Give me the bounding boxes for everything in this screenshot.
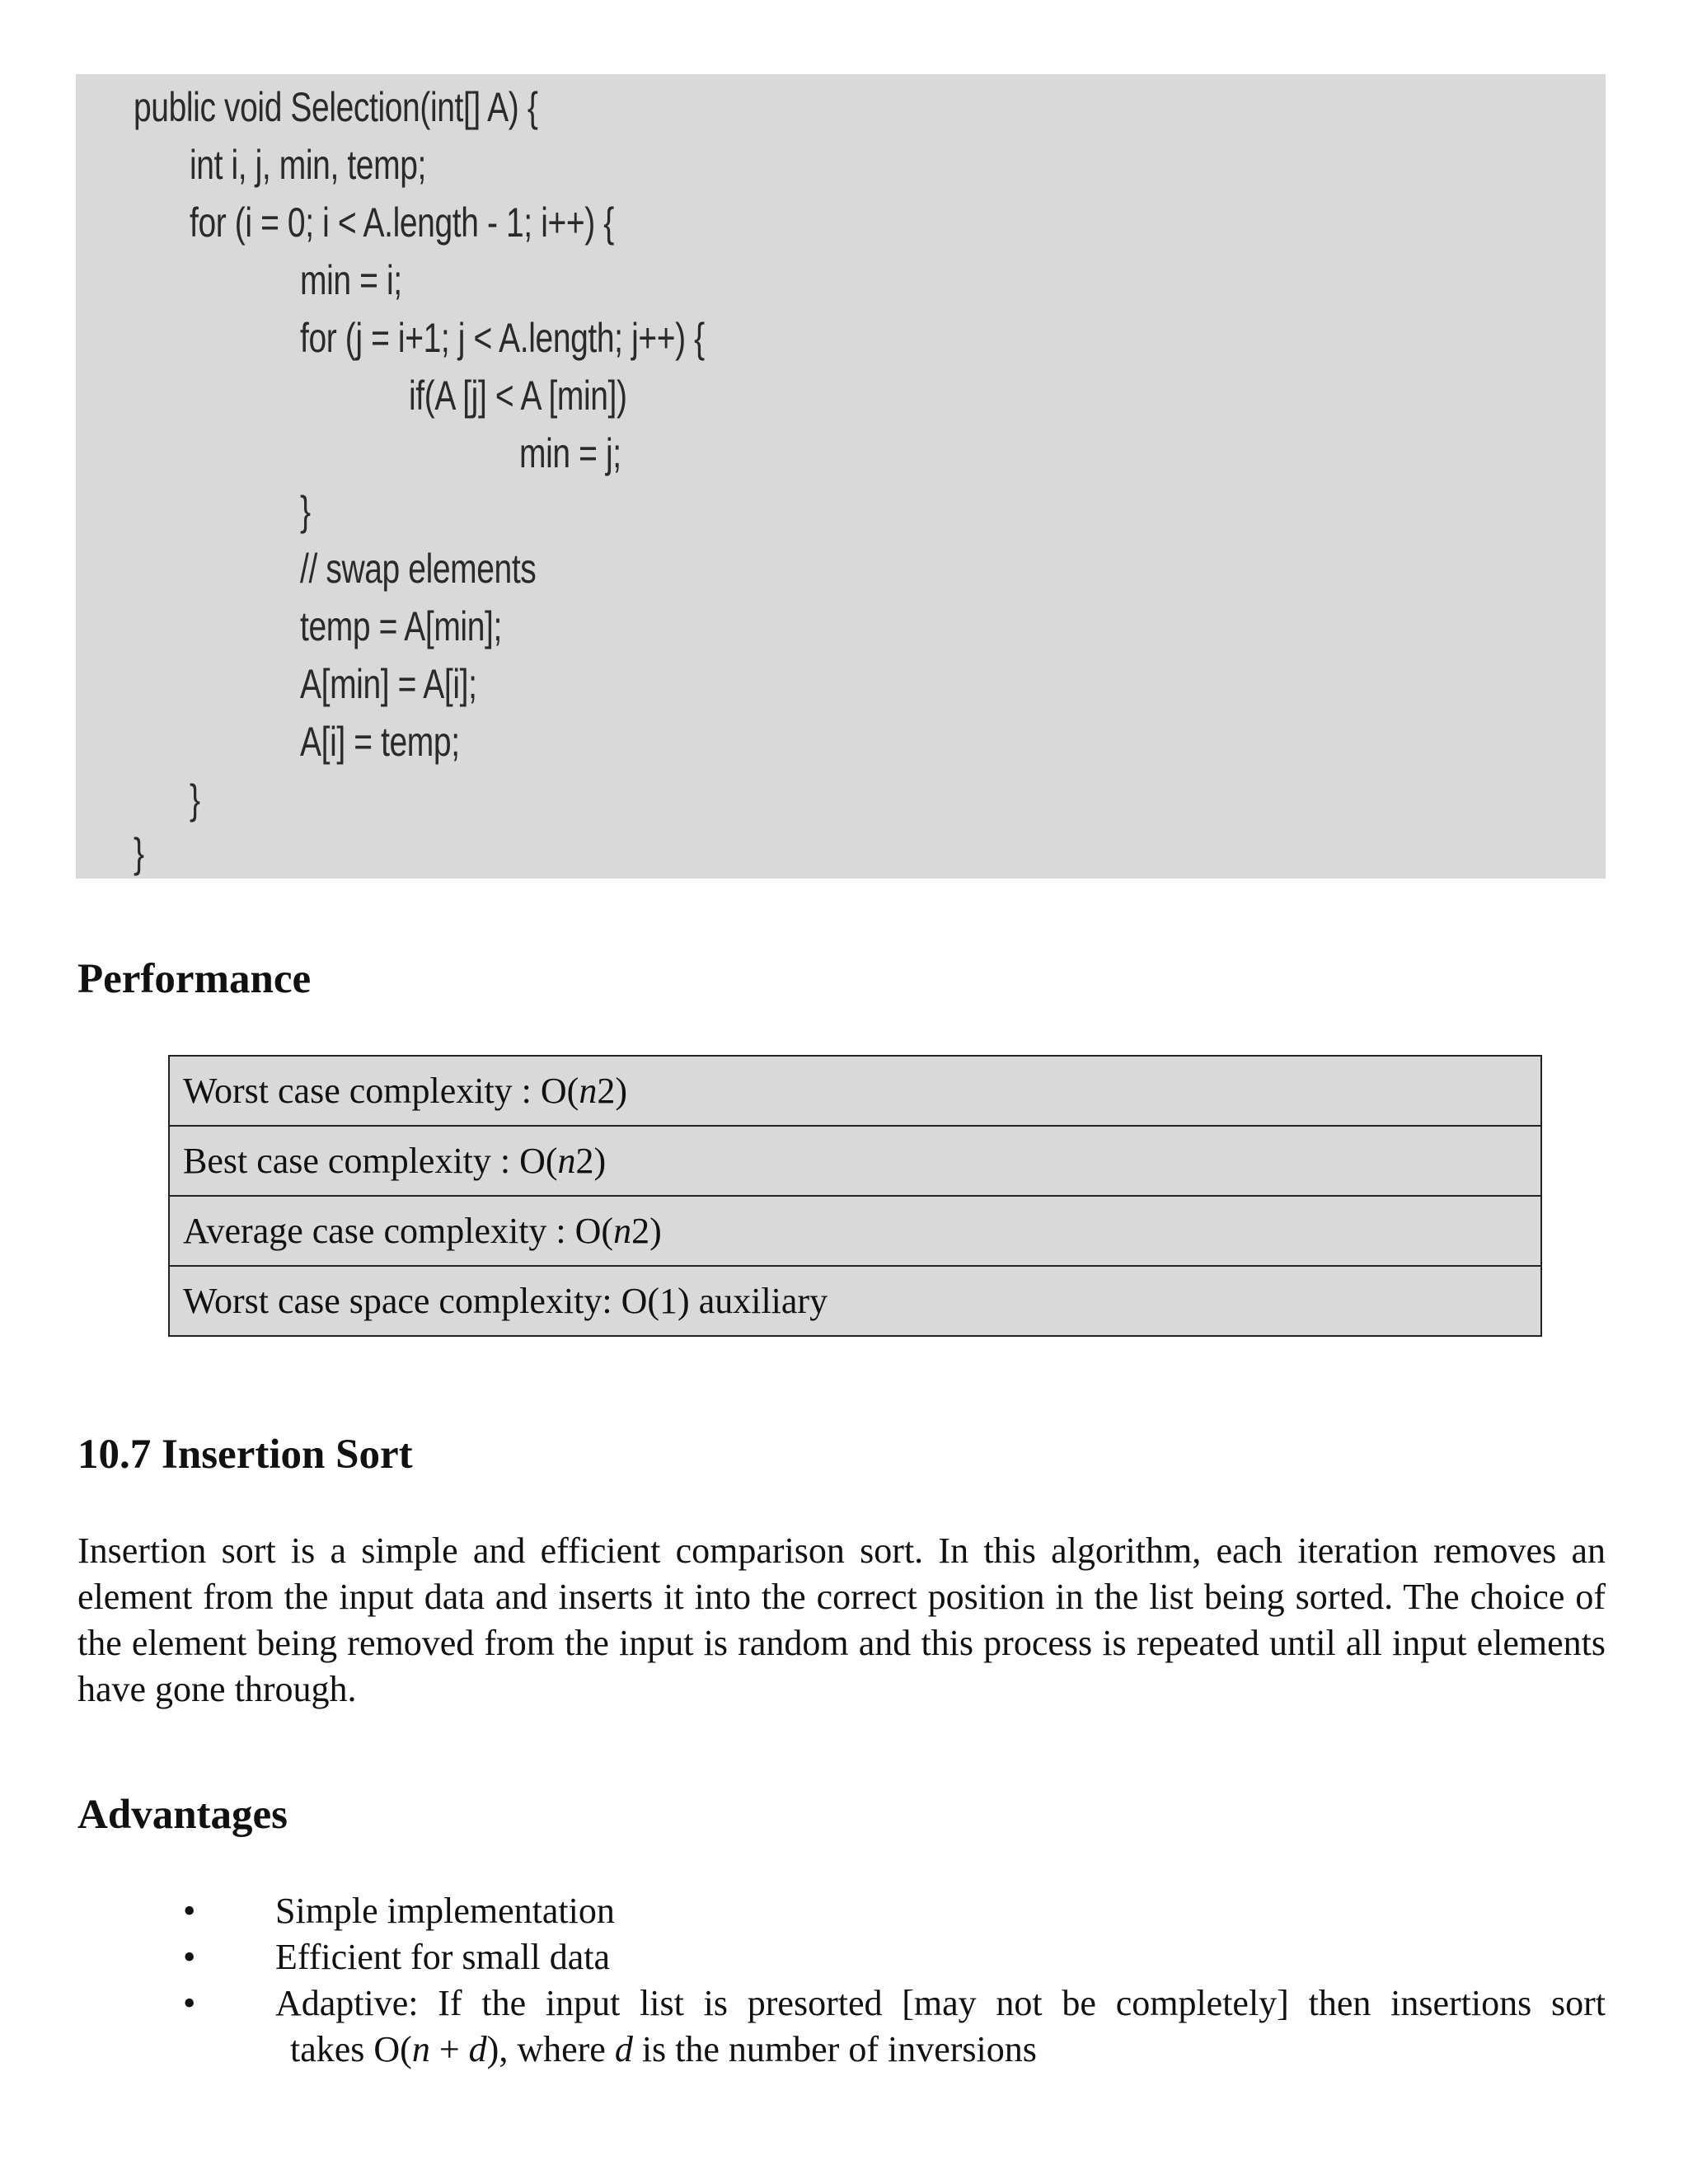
section-heading: 10.7 Insertion Sort: [77, 1432, 413, 1478]
bullet-icon: •: [183, 1983, 196, 2023]
text-run: takes O(: [290, 2029, 412, 2069]
performance-table: [168, 1055, 1542, 1337]
code-line: }: [300, 488, 311, 534]
list-item: [77, 1888, 1606, 1934]
code-line: }: [190, 776, 200, 823]
list-item-continuation: [290, 2027, 1606, 2073]
list-item-text: Adaptive: If the input list is presorted [may not be completely] then insertions sort: [275, 1983, 1606, 2023]
code-line: min = j;: [519, 430, 621, 476]
code-line: int i, j, min, temp;: [190, 142, 426, 188]
code-line: temp = A[min];: [300, 603, 502, 649]
table-cell: [169, 1266, 1541, 1336]
code-line: if(A [j] < A [min]): [409, 373, 627, 419]
advantages-heading: Advantages: [77, 1792, 288, 1838]
code-line: min = i;: [300, 257, 402, 303]
math-variable: d: [614, 2029, 633, 2069]
cell-text: Best case complexity : O(: [183, 1141, 558, 1181]
list-item-text: Efficient for small data: [275, 1937, 611, 1977]
cell-text: Worst case space complexity: O(1) auxiliary: [183, 1281, 828, 1321]
text-run: ), where: [486, 2029, 615, 2069]
code-line: for (i = 0; i < A.length - 1; i++) {: [190, 199, 614, 246]
cell-text: 2): [631, 1211, 662, 1251]
math-variable: d: [468, 2029, 487, 2069]
text-run: +: [429, 2029, 469, 2069]
table-cell: [169, 1126, 1541, 1196]
performance-heading: Performance: [77, 956, 312, 1002]
table-row: [169, 1056, 1541, 1126]
cell-variable: n: [557, 1141, 576, 1181]
cell-variable: n: [579, 1071, 598, 1111]
list-item: [77, 1980, 1606, 2073]
insertion-sort-paragraph: Insertion sort is a simple and efficient comparison sort. In this algorithm, each iteration removes an element from the input data and inserts it into the correct position in the list being sorted. The choice of the element being removed from the input is random and this process is repeated until all input elements have gone through.: [77, 1530, 1606, 1709]
table-row: [169, 1196, 1541, 1266]
code-snippet: [76, 74, 1606, 879]
code-line: // swap elements: [300, 546, 537, 592]
advantages-list: [77, 1888, 1606, 2073]
bullet-icon: •: [183, 1891, 196, 1931]
table-cell: [169, 1196, 1541, 1266]
table-cell: [169, 1056, 1541, 1126]
code-line: for (j = i+1; j < A.length; j++) {: [300, 315, 705, 361]
code-line: A[min] = A[i];: [300, 661, 477, 707]
cell-variable: n: [613, 1211, 632, 1251]
code-line: A[i] = temp;: [300, 719, 460, 765]
cell-text: 2): [597, 1071, 627, 1111]
table-row: [169, 1266, 1541, 1336]
list-item: [77, 1934, 1606, 1980]
cell-text: 2): [575, 1141, 607, 1181]
bullet-icon: •: [183, 1937, 196, 1977]
table-row: [169, 1126, 1541, 1196]
cell-text: Average case complexity : O(: [183, 1211, 614, 1251]
code-line: public void Selection(int[] A) {: [134, 84, 538, 130]
cell-text: Worst case complexity : O(: [183, 1071, 579, 1111]
list-item-text: Simple implementation: [275, 1891, 615, 1931]
math-variable: n: [411, 2029, 430, 2069]
code-line: }: [134, 830, 144, 876]
text-run: is the number of inversions: [632, 2029, 1037, 2069]
